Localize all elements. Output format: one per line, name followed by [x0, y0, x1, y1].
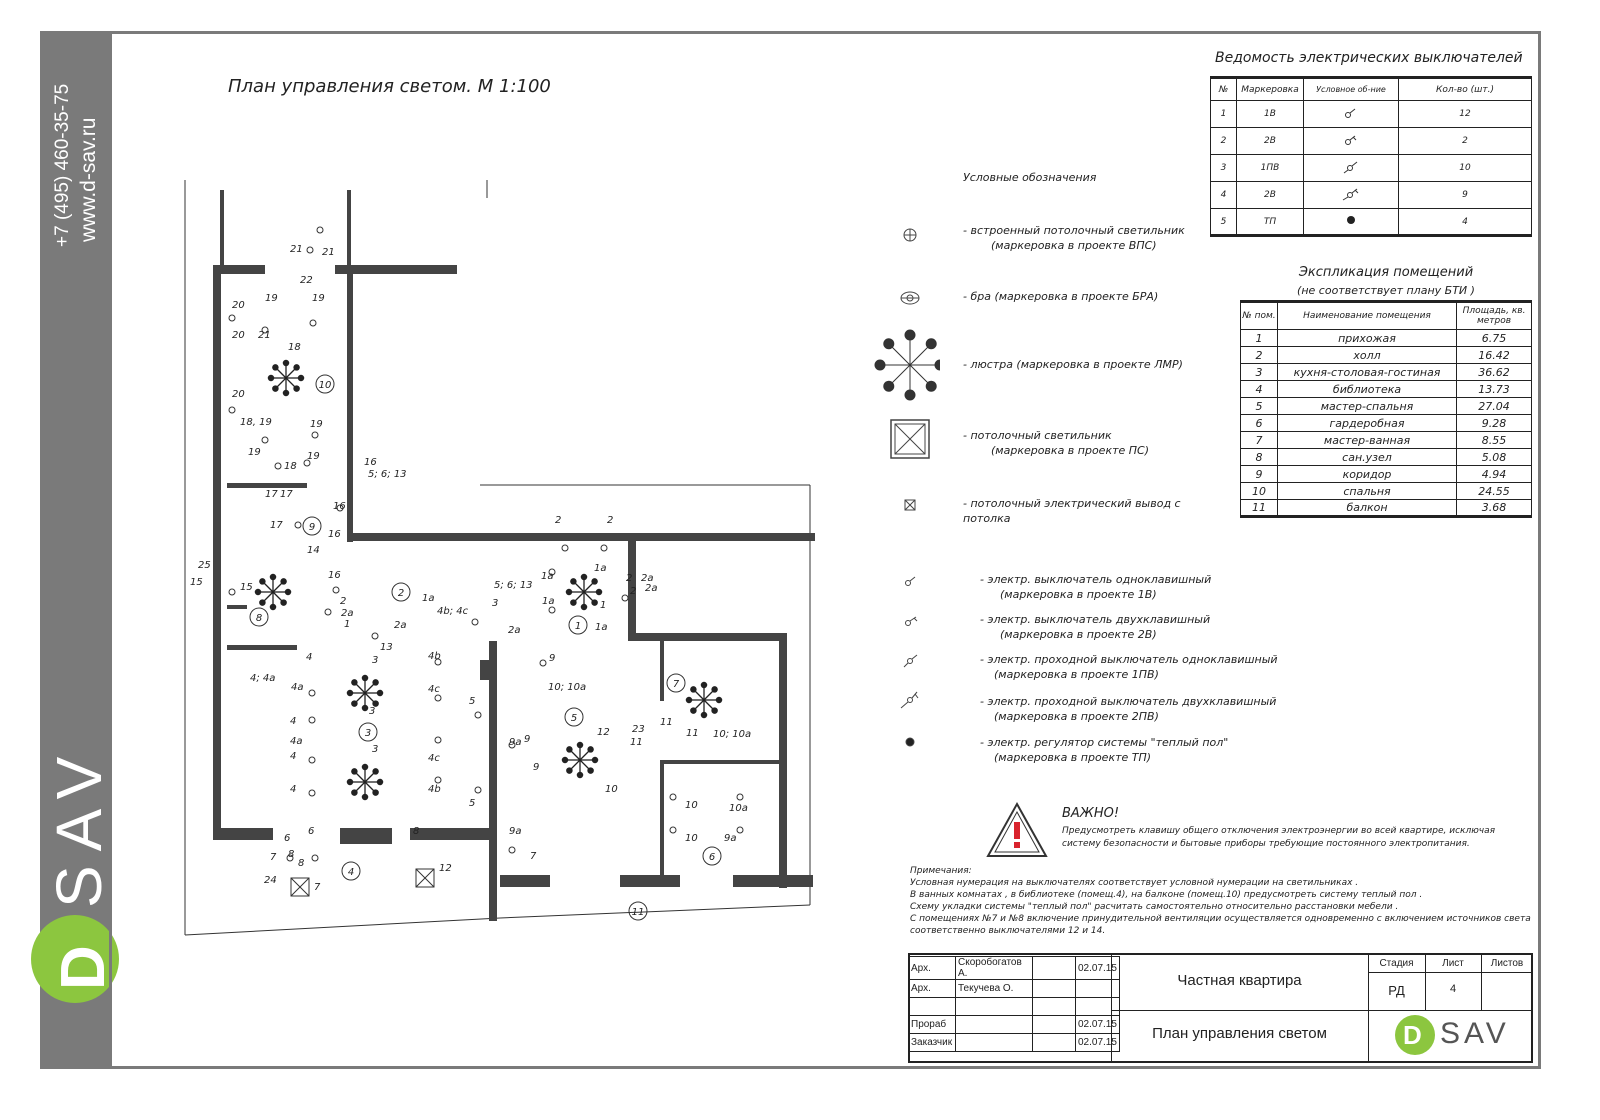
recessed-light-icon — [562, 545, 568, 551]
col-header: № пом. — [1241, 302, 1278, 330]
ceiling-outlet-icon — [905, 500, 915, 510]
recessed-light-icon — [309, 757, 315, 763]
fixture-label: 4c — [428, 753, 440, 764]
fixture-label: 16 — [333, 501, 346, 512]
chandelier-bulb — [712, 687, 717, 692]
chandelier-bulb — [294, 386, 299, 391]
table-row: 4 2В 9 — [1211, 182, 1532, 209]
passthrough-double-icon — [901, 692, 918, 708]
switch-double-icon — [1304, 128, 1399, 155]
fixture-label: 2 — [607, 515, 614, 526]
room-number: 6 — [708, 852, 716, 863]
sconce-icon — [901, 292, 919, 304]
recessed-light-icon — [309, 717, 315, 723]
chandelier-bulb — [294, 365, 299, 370]
chandelier-bulb — [347, 779, 352, 784]
fixture-label: 4 — [290, 751, 297, 762]
fixture-label: 3 — [492, 598, 499, 609]
fixture-label: 5; 6; 13 — [368, 469, 407, 480]
chandelier-bulb — [596, 589, 601, 594]
room-number: 11 — [631, 907, 645, 918]
fixture-label: 2a — [394, 620, 407, 631]
chandelier-bulb — [571, 600, 576, 605]
logo-d: D — [1403, 1020, 1422, 1050]
switch-single-icon — [906, 577, 916, 586]
chandelier-bulb — [701, 682, 706, 687]
recessed-light-icon — [333, 587, 339, 593]
chandelier-bulb — [270, 574, 275, 579]
fixture-label: 15 — [190, 577, 203, 588]
table-row: 1 1В 12 — [1211, 101, 1532, 128]
chandelier-icon — [566, 574, 601, 609]
chandelier-bulb — [935, 360, 940, 370]
recessed-light-icon — [737, 827, 743, 833]
table-row: 8 сан.узел 5.08 — [1241, 449, 1532, 466]
legend-item: - встроенный потолочный светильник (маркеровка в проекте ВПС) — [963, 224, 1185, 252]
chandelier-bulb — [588, 747, 593, 752]
recessed-light-icon — [309, 690, 315, 696]
legend-item: - люстра (маркеровка в проекте ЛМР) — [963, 358, 1183, 371]
chandelier-bulb — [588, 768, 593, 773]
passthrough-single-icon — [904, 655, 917, 667]
recessed-light-icon — [307, 247, 313, 253]
fixture-label: 19 — [310, 419, 323, 430]
chandelier-bulb — [926, 381, 936, 391]
sidebar-logo-text: SAV — [43, 742, 115, 908]
chandelier-bulb — [362, 794, 367, 799]
recessed-light-icon — [622, 595, 628, 601]
fixture-label: 10 — [685, 800, 698, 811]
fixture-label: 4b — [428, 651, 441, 662]
chandelier-bulb — [362, 675, 367, 680]
fixture-label: 5 — [469, 696, 476, 707]
chandelier-bulb — [884, 381, 894, 391]
recessed-light-icon — [372, 633, 378, 639]
legend-item: - потолочный светильник (маркеровка в проекте ПС) — [963, 429, 1150, 457]
fixture-label: 18 — [284, 461, 297, 472]
legend-item: - электр. выключатель двухклавишный (маркеровка в проекте 2В) — [980, 613, 1211, 641]
chandelier-bulb — [352, 790, 357, 795]
sheets-label: Листов — [1490, 958, 1524, 969]
warning-title: ВАЖНО! — [1062, 806, 1120, 821]
chandelier-bulb — [592, 579, 597, 584]
chandelier-bulb — [362, 705, 367, 710]
fixture-label: 9 — [549, 653, 556, 664]
chandelier-bulb — [716, 697, 721, 702]
legend-title: Условные обозначения — [963, 171, 1097, 184]
fixture-label: 4 — [290, 716, 297, 727]
chandelier-bulb — [581, 574, 586, 579]
legend-item: - электр. выключатель одноклавишный (маркеровка в проекте 1В) — [980, 573, 1212, 601]
fixture-label: 3 — [372, 655, 379, 666]
sheet-label: Лист — [1442, 958, 1464, 969]
table-row: 5 мастер-спальня 27.04 — [1241, 398, 1532, 415]
fixture-label: 9a — [509, 737, 522, 748]
recessed-light-icon — [549, 607, 555, 613]
table-row: 11 балкон 3.68 — [1241, 500, 1532, 517]
notes-block: Примечания: Условная нумерация на выключателях соответствует условной нумерации на светильниках . В ванных комнатах , в библиотеке (помещ.4), на балконе (помещ.10) предусмотреть систему теплый пол . Схему укладки системы "теплый пол" расчитать самостоятельно относительно расстановки мебели . С помещениях №7 и №8 включение принудительной вентиляции осуществляется одновременно с включением источников света соответственно выключателями 12 и 14. — [910, 866, 1531, 936]
chandelier-bulb — [712, 708, 717, 713]
fixture-label: 25 — [198, 560, 211, 571]
chandelier-bulb — [377, 779, 382, 784]
fixture-label: 13 — [380, 642, 393, 653]
legend-item: - электр. проходной выключатель одноклавишный (маркеровка в проекте 1ПВ) — [980, 653, 1278, 681]
ceiling-light-icon — [291, 878, 309, 896]
explication-subtitle: (не соответствует плану БТИ ) — [1297, 284, 1475, 297]
room-number: 5 — [570, 713, 578, 724]
table-row: 1 прихожая 6.75 — [1241, 330, 1532, 347]
chandelier-bulb — [347, 690, 352, 695]
fixture-label: 7 — [530, 851, 537, 862]
fixture-label: 11 — [630, 737, 643, 748]
fixture-label: 24 — [264, 875, 277, 886]
chandelier-bulb — [562, 757, 567, 762]
warning-text: систему безопасности и бытовые приборы требующие постоянного электропитания. — [1062, 839, 1470, 849]
chandelier-icon — [268, 360, 303, 395]
fixture-label: 1 — [344, 619, 351, 630]
table-row: 9 коридор 4.94 — [1241, 466, 1532, 483]
chandelier-bulb — [377, 690, 382, 695]
fixture-label: 3 — [369, 706, 376, 717]
fixture-label: 9 — [524, 734, 531, 745]
chandelier-bulb — [352, 769, 357, 774]
recessed-light-icon — [325, 609, 331, 615]
switch-schedule-title: Ведомость электрических выключателей — [1215, 50, 1523, 66]
chandelier-icon — [347, 675, 382, 710]
chandelier-bulb — [270, 604, 275, 609]
chandelier-bulb — [283, 390, 288, 395]
table-row: 3 1ПВ 10 — [1211, 155, 1532, 182]
title-block-signatures: Арх. Скоробогатов А. 02.07.15 Арх. Текучева О. Прораб 02.07.15 Заказчик 02.07.15 — [908, 956, 1120, 1052]
chandelier-bulb — [268, 375, 273, 380]
chandelier-bulb — [352, 701, 357, 706]
room-number: 10 — [318, 380, 332, 391]
chandelier-bulb — [577, 742, 582, 747]
ceiling-light-icon — [416, 869, 434, 887]
fixture-label: 6 — [308, 826, 315, 837]
chandelier-bulb — [581, 604, 586, 609]
fixture-label: 20 — [232, 330, 245, 341]
chandelier-bulb — [260, 579, 265, 584]
switch-single-icon — [1304, 101, 1399, 128]
fixture-label: 11 — [686, 728, 699, 739]
switch-schedule-table — [1210, 76, 1532, 237]
fixture-label: 22 — [300, 275, 313, 286]
legend-icons — [870, 215, 940, 775]
fixture-label: 4; 4a — [250, 673, 276, 684]
recessed-light-icon — [435, 777, 441, 783]
room-number: 1 — [574, 621, 582, 632]
fixture-label: 10a — [729, 803, 748, 814]
plan-title: План управления светом. М 1:100 — [228, 76, 551, 97]
table-row: 10 спальня 24.55 — [1241, 483, 1532, 500]
recessed-light-icon — [312, 432, 318, 438]
col-header: Маркеровка — [1237, 78, 1304, 101]
fixture-label: 8 — [288, 849, 295, 860]
fixture-label: 9a — [724, 833, 737, 844]
chandelier-icon — [562, 742, 597, 777]
fixture-label: 1a — [541, 571, 554, 582]
legend-item: - бра (маркеровка в проекте БРА) — [963, 290, 1159, 303]
fixture-label: 4b; 4c — [437, 606, 469, 617]
room-number: 2 — [397, 588, 405, 599]
chandelier-bulb — [926, 339, 936, 349]
recessed-light-icon — [310, 320, 316, 326]
fixture-label: 19 — [248, 447, 261, 458]
recessed-light-icon — [229, 589, 235, 595]
fixture-label: 1a — [594, 563, 607, 574]
fixture-label: 21 — [322, 247, 335, 258]
chandelier-bulb — [373, 769, 378, 774]
fixture-label: 21 — [290, 244, 303, 255]
chandelier-icon — [875, 330, 940, 400]
recessed-light-icon — [670, 827, 676, 833]
fixture-label: 23 — [632, 724, 645, 735]
fixture-label: 2a — [341, 608, 354, 619]
recessed-light-icon — [601, 545, 607, 551]
room-number: 3 — [364, 728, 372, 739]
fixture-label: 8 — [298, 858, 305, 869]
chandelier-bulb — [686, 697, 691, 702]
chandelier-bulb — [875, 360, 885, 370]
fixture-label: 20 — [232, 389, 245, 400]
col-header: Условное об-ние — [1304, 78, 1399, 101]
fixture-label: 4b — [428, 784, 441, 795]
recessed-light-icon — [540, 660, 546, 666]
sheet-value: 4 — [1449, 983, 1457, 995]
table-row: 7 мастер-ванная 8.55 — [1241, 432, 1532, 449]
fixture-label: 2 — [630, 586, 637, 597]
fixture-label: 3 — [372, 744, 379, 755]
website-link[interactable]: www.d-sav.ru — [77, 117, 100, 242]
fixture-label: 4 — [290, 784, 297, 795]
fixture-label: 5 — [469, 798, 476, 809]
fixture-label: 1a — [595, 622, 608, 633]
recessed-light-icon — [309, 790, 315, 796]
legend-item: - потолочный электрический вывод с потолка — [963, 497, 1181, 525]
fixture-label: 19 — [265, 293, 278, 304]
switch-double-icon — [906, 617, 918, 626]
chandelier-bulb — [691, 687, 696, 692]
chandelier-bulb — [362, 764, 367, 769]
fixture-label: 10 — [685, 833, 698, 844]
fixture-label: 2 — [340, 596, 347, 607]
fixture-label: 16 — [364, 457, 377, 468]
recessed-light-icon — [229, 407, 235, 413]
stage-label: Стадия — [1379, 958, 1414, 969]
fixture-label: 20 — [232, 300, 245, 311]
recessed-light-icon — [670, 794, 676, 800]
chandelier-bulb — [352, 680, 357, 685]
fixture-label: 9a — [509, 826, 522, 837]
chandelier-icon — [347, 764, 382, 799]
floor-heating-regulator-icon — [1304, 209, 1399, 236]
fixture-label: 10 — [605, 784, 618, 795]
fixture-label: 12 — [439, 863, 452, 874]
fixture-label: 1a — [422, 593, 435, 604]
fixture-label: 17 — [265, 489, 278, 500]
chandelier-bulb — [255, 589, 260, 594]
chandelier-bulb — [273, 365, 278, 370]
chandelier-bulb — [905, 390, 915, 400]
chandelier-bulb — [285, 589, 290, 594]
recessed-light-icon — [475, 712, 481, 718]
sheet-title: План управления светом — [1152, 1025, 1327, 1042]
chandelier-bulb — [260, 600, 265, 605]
fixture-label: 16 — [328, 570, 341, 581]
stage-value: РД — [1388, 983, 1405, 998]
col-header: № — [1211, 78, 1237, 101]
chandelier-bulb — [567, 768, 572, 773]
fixture-label: 11 — [660, 717, 673, 728]
explication-table — [1240, 300, 1532, 518]
fixture-label: 5; 6; 13 — [494, 580, 533, 591]
fixture-label: 2 — [626, 573, 633, 584]
fixture-label: 9 — [533, 762, 540, 773]
chandelier-bulb — [577, 772, 582, 777]
room-number: 4 — [347, 867, 355, 878]
chandelier-bulb — [567, 747, 572, 752]
fixture-label: 1a — [542, 596, 555, 607]
fixture-label: 8 — [413, 826, 420, 837]
chandelier-bulb — [566, 589, 571, 594]
passthrough-double-icon — [1304, 182, 1399, 209]
fixture-label: 10; 10a — [548, 682, 587, 693]
fixture-label: 2a — [645, 583, 658, 594]
recessed-light-icon — [275, 463, 281, 469]
fixture-label: 17 — [280, 489, 293, 500]
recessed-light-icon — [262, 437, 268, 443]
chandelier-bulb — [905, 330, 915, 340]
chandelier-icon — [255, 574, 290, 609]
warning-text: Предусмотреть клавишу общего отключения электроэнергии во всей квартире, исключая — [1062, 826, 1496, 836]
fixture-label: 19 — [307, 451, 320, 462]
legend-item: - электр. проходной выключатель двухклавишный (маркеровка в проекте 2ПВ) — [980, 695, 1277, 723]
chandelier-bulb — [373, 790, 378, 795]
table-row: 6 гардеробная 9.28 — [1241, 415, 1532, 432]
fixture-label: 16 — [328, 529, 341, 540]
fixture-label: 7 — [270, 852, 277, 863]
col-header: Наименование помещения — [1278, 302, 1457, 330]
recessed-light-icon — [229, 315, 235, 321]
legend-item: - электр. регулятор системы "теплый пол" (маркеровка в проекте ТП) — [980, 736, 1229, 764]
chandelier-bulb — [701, 712, 706, 717]
room-number: 7 — [672, 679, 680, 690]
ceiling-light-icon — [891, 420, 929, 458]
recessed-light-icon — [435, 737, 441, 743]
chandelier-bulb — [592, 600, 597, 605]
fixture-label: 1 — [600, 600, 607, 611]
sidebar-logo-d: D — [49, 945, 118, 990]
project-name: Частная квартира — [1177, 972, 1302, 989]
chandelier-bulb — [373, 680, 378, 685]
chandelier-bulb — [691, 708, 696, 713]
floor-plan — [170, 175, 850, 945]
floor-heating-regulator-icon — [906, 738, 914, 746]
recessed-light-icon — [295, 522, 301, 528]
fixture-label: 2 — [555, 515, 562, 526]
recessed-light-icon — [312, 855, 318, 861]
chandelier-bulb — [298, 375, 303, 380]
recessed-light-icon — [509, 847, 515, 853]
fixture-label: 4 — [306, 652, 313, 663]
chandelier-bulb — [281, 600, 286, 605]
fixture-label: 18, 19 — [240, 417, 272, 428]
recessed-light-icon — [435, 695, 441, 701]
table-row: 5 ТП 4 — [1211, 209, 1532, 236]
fixture-label: 2a — [641, 573, 654, 584]
chandelier-bulb — [283, 360, 288, 365]
recessed-light-icon — [737, 794, 743, 800]
fixture-label: 7 — [314, 882, 321, 893]
fixture-label: 12 — [597, 727, 610, 738]
table-row: 2 холл 16.42 — [1241, 347, 1532, 364]
fixture-label: 21 — [258, 330, 271, 341]
col-header: Кол-во (шт.) — [1399, 78, 1532, 101]
fixture-label: 10; 10a — [713, 729, 752, 740]
logo-text: SAV — [1440, 1017, 1510, 1050]
fixture-label: 17 — [270, 520, 283, 531]
fixture-label: 4a — [291, 682, 304, 693]
fixture-label: 15 — [240, 582, 253, 593]
table-row: 3 кухня-столовая-гостиная 36.62 — [1241, 364, 1532, 381]
fixture-label: 6 — [284, 833, 291, 844]
room-number: 9 — [308, 522, 316, 533]
col-header: Площадь, кв. метров — [1457, 302, 1532, 330]
chandelier-icon — [686, 682, 721, 717]
fixture-label: 2a — [508, 625, 521, 636]
recessed-light-icon — [475, 787, 481, 793]
fixture-label: 14 — [307, 545, 320, 556]
chandelier-bulb — [884, 339, 894, 349]
chandelier-bulb — [571, 579, 576, 584]
chandelier-bulb — [281, 579, 286, 584]
warning-icon — [985, 801, 1049, 859]
fixture-label: 18 — [288, 342, 301, 353]
phone-number: +7 (495) 460-35-75 — [52, 83, 73, 247]
explication-title: Экспликация помещений — [1298, 265, 1474, 280]
table-row: 4 библиотека 13.73 — [1241, 381, 1532, 398]
table-row: 2 2В 2 — [1211, 128, 1532, 155]
room-number: 8 — [255, 613, 263, 624]
fixture-label: 19 — [312, 293, 325, 304]
fixture-label: 4c — [428, 684, 440, 695]
chandelier-bulb — [273, 386, 278, 391]
fixture-label: 4a — [290, 736, 303, 747]
recessed-light-icon — [904, 229, 916, 241]
passthrough-single-icon — [1304, 155, 1399, 182]
recessed-light-icon — [317, 227, 323, 233]
chandelier-bulb — [592, 757, 597, 762]
recessed-light-icon — [472, 619, 478, 625]
